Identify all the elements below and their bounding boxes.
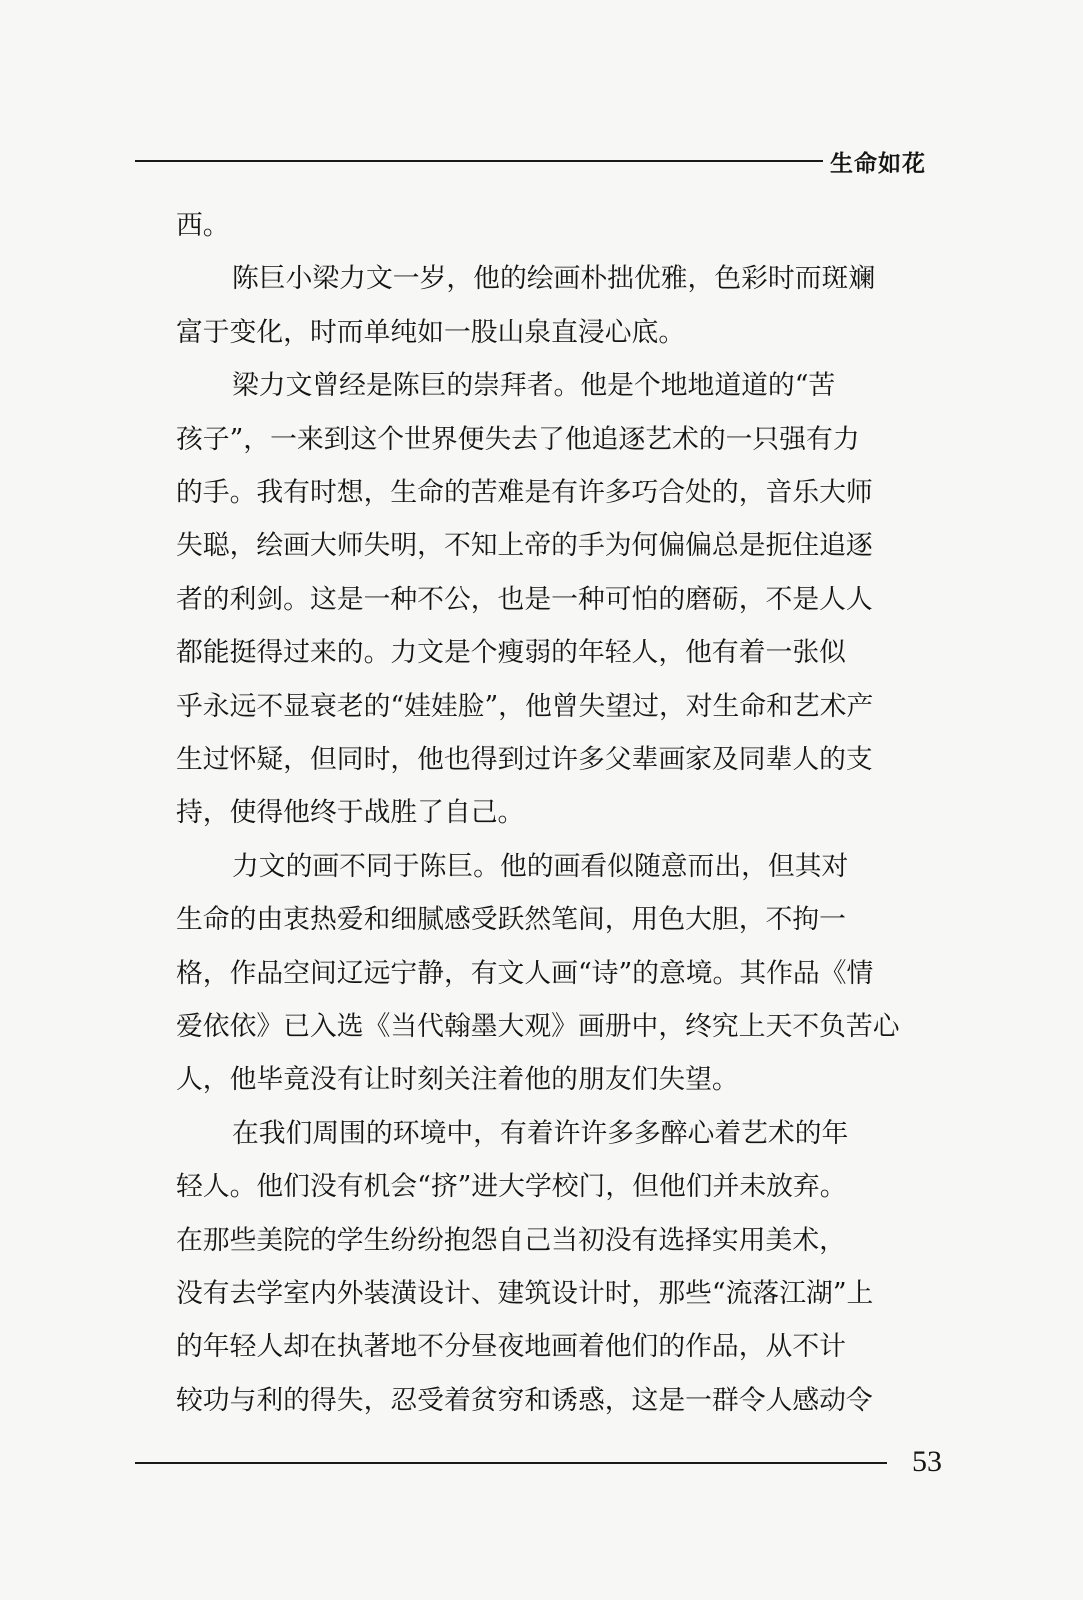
text-line: 轻人。他们没有机会“挤”进大学校门，但他们并未放弃。 [176,1171,847,1203]
footer-rule [135,1462,887,1464]
text-line: 者的利剑。这是一种不公，也是一种可怕的磨砺，不是人人 [176,583,873,615]
text-line: 人，他毕竟没有让时刻关注着他的朋友们失望。 [176,1064,739,1096]
page-number: 53 [912,1445,942,1478]
text-line: 生命的由衷热爱和细腻感受跃然笔间，用色大胆，不拘一 [176,904,846,936]
text-line: 孩子”，一来到这个世界便失去了他追逐艺术的一只强有力 [176,423,860,455]
text-line: 爱依依》已入选《当代翰墨大观》画册中，终究上天不负苦心 [176,1011,900,1042]
text-line: 都能挺得过来的。力文是个瘦弱的年轻人，他有着一张似 [176,637,846,669]
header-rule [135,160,823,162]
text-line: 的手。我有时想，生命的苦难是有许多巧合处的，音乐大师 [176,477,873,508]
text-line: 生过怀疑，但同时，他也得到过许多父辈画家及同辈人的支 [176,744,873,775]
text-line: 较功与利的得失，忍受着贫穷和诱惑，这是一群令人感动令 [176,1384,873,1416]
text-line: 在那些美院的学生纷纷抱怨自己当初没有选择实用美术， [176,1224,846,1256]
text-line: 失聪，绘画大师失明，不知上帝的手为何偏偏总是扼住追逐 [176,530,873,562]
text-line: 西。 [176,210,230,241]
text-line: 力文的画不同于陈巨。他的画看似随意而出，但其对 [232,850,849,882]
text-line: 没有去学室内外装潢设计、建筑设计时，那些“流落江湖”上 [176,1278,874,1309]
text-line: 持，使得他终于战胜了自己。 [176,797,525,829]
text-line: 格，作品空间辽远宁静，有文人画“诗”的意境。其作品《情 [176,957,874,989]
text-line: 陈巨小梁力文一岁，他的绘画朴拙优雅，色彩时而斑斓 [232,263,876,295]
text-line: 的年轻人却在执著地不分昼夜地画着他们的作品，从不计 [176,1331,846,1363]
text-line: 在我们周围的环境中，有着许许多多醉心着艺术的年 [232,1117,849,1149]
text-line: 富于变化，时而单纯如一股山泉直浸心底。 [176,316,686,348]
text-line: 梁力文曾经是陈巨的崇拜者。他是个地地道道的“苦 [232,370,836,402]
text-line: 乎永远不显衰老的“娃娃脸”，他曾失望过，对生命和艺术产 [176,690,874,722]
running-head-title: 生命如花 [830,151,926,177]
